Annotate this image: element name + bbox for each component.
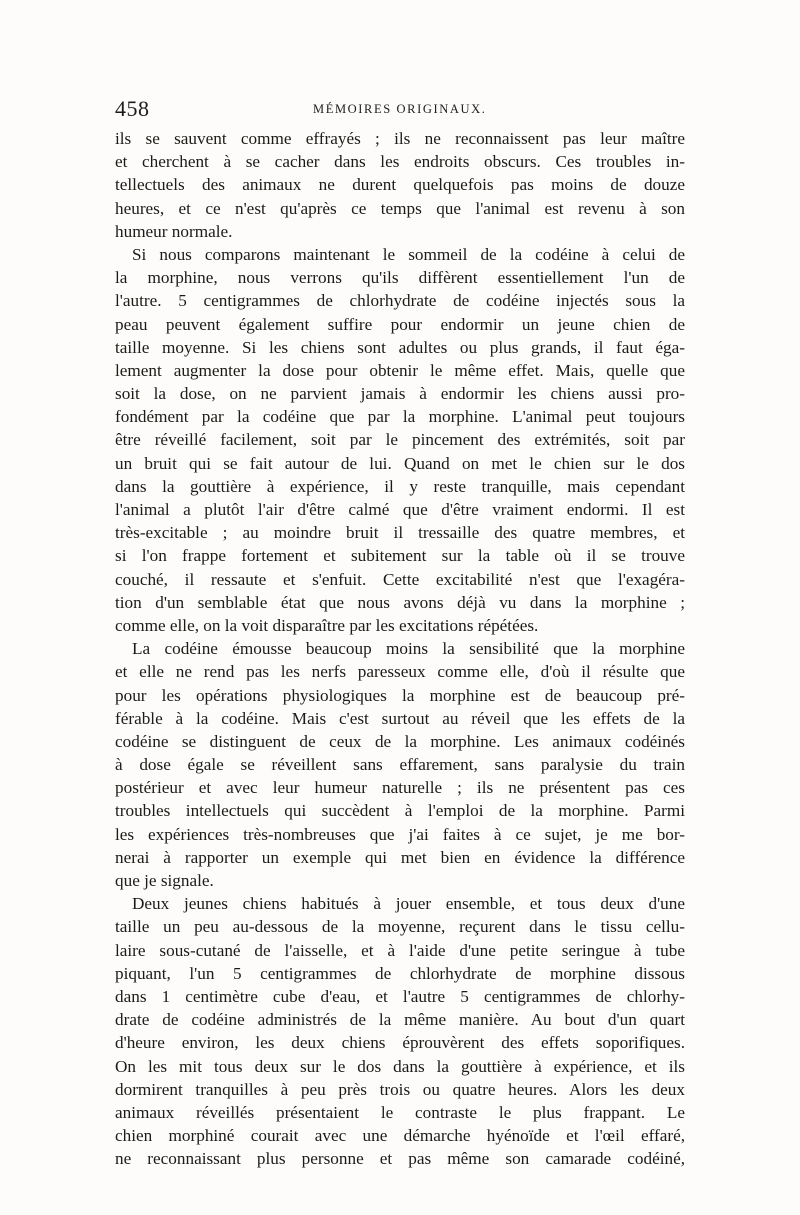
text-line: tion d'un semblable état que nous avons déjà vu dans la morphine ; xyxy=(115,592,685,612)
text-line: Deux jeunes chiens habitués à jouer ensemble, et tous deux d'une xyxy=(132,894,685,914)
text-line: heures, et ce n'est qu'après ce temps que l'animal est revenu à son xyxy=(115,198,685,218)
text-line: chien morphiné courait avec une démarche hyénoïde et l'œil effaré, xyxy=(115,1126,685,1146)
text-line: taille moyenne. Si les chiens sont adultes ou plus grands, il faut éga- xyxy=(115,337,685,357)
text-line: être réveillé facilement, soit par le pincement des extrémités, soit par xyxy=(115,430,685,450)
page-header xyxy=(115,96,685,126)
text-line: l'autre. 5 centigrammes de chlorhydrate de codéine injectés sous la xyxy=(115,291,685,311)
text-line: ils se sauvent comme effrayés ; ils ne reconnaissent pas leur maître xyxy=(115,129,685,148)
text-line: dans la gouttière à expérience, il y reste tranquille, mais cependant xyxy=(115,476,685,496)
text-line: laire sous-cutané de l'aisselle, et à l'aide d'une petite seringue à tube xyxy=(115,940,685,960)
text-line: lement augmenter la dose pour obtenir le même effet. Mais, quelle que xyxy=(115,360,685,380)
text-line: que je signale. xyxy=(115,871,214,890)
text-line: à dose égale se réveillent sans effarement, sans paralysie du train xyxy=(115,755,685,775)
text-line: drate de codéine administrés de la même manière. Au bout d'un quart xyxy=(115,1010,685,1030)
text-line: la morphine, nous verrons qu'ils diffèrent essentiellement l'un de xyxy=(115,268,685,288)
text-line: taille un peu au-dessous de la moyenne, reçurent dans le tissu cellu- xyxy=(115,917,685,937)
text-line: et cherchent à se cacher dans les endroits obscurs. Ces troubles in- xyxy=(115,152,685,172)
text-line: codéine se distinguent de ceux de la morphine. Les animaux codéinés xyxy=(115,731,685,751)
text-line: On les mit tous deux sur le dos dans la gouttière à expérience, et ils xyxy=(115,1056,685,1076)
text-line: peau peuvent également suffire pour endormir un jeune chien de xyxy=(115,314,685,334)
text-line: tellectuels des animaux ne durent quelquefois pas moins de douze xyxy=(115,175,685,195)
text-line: dormirent tranquilles à peu près trois ou quatre heures. Alors les deux xyxy=(115,1079,685,1099)
text-line: postérieur et avec leur humeur naturelle ; ils ne présentent pas ces xyxy=(115,778,685,798)
text-line: les expériences très-nombreuses que j'ai faites à ce sujet, je me bor- xyxy=(115,824,685,844)
text-line: troubles intellectuels qui succèdent à l'emploi de la morphine. Parmi xyxy=(115,801,685,821)
text-line: nerai à rapporter un exemple qui met bien en évidence la différence xyxy=(115,847,685,867)
text-line: fondément par la codéine que par la morphine. L'animal peut toujours xyxy=(115,407,685,427)
body-text xyxy=(115,127,685,1170)
text-line: pour les opérations physiologiques la morphine est de beaucoup pré- xyxy=(115,685,685,705)
text-line: piquant, l'un 5 centigrammes de chlorhydrate de morphine dissous xyxy=(115,963,685,983)
text-line: dans 1 centimètre cube d'eau, et l'autre 5 centigrammes de chlorhy- xyxy=(115,986,685,1006)
text-line: très-excitable ; au moindre bruit il tressaille des quatre membres, et xyxy=(115,523,685,543)
text-line: l'animal a plutôt l'air d'être calmé que d'être vraiment endormi. Il est xyxy=(115,500,685,519)
text-line: animaux réveillés présentaient le contraste le plus frappant. Le xyxy=(115,1102,685,1122)
text-line: si l'on frappe fortement et subitement sur la table où il se trouve xyxy=(115,546,685,566)
text-line: férable à la codéine. Mais c'est surtout au réveil que les effets de la xyxy=(115,708,685,728)
text-line: humeur normale. xyxy=(115,221,233,241)
text-line: d'heure environ, les deux chiens éprouvèrent des effets soporifiques. xyxy=(115,1033,685,1053)
text-line: ne reconnaissant plus personne et pas même son camarade codéiné, xyxy=(115,1149,685,1169)
text-line: un bruit qui se fait autour de lui. Quand on met le chien sur le dos xyxy=(115,453,685,473)
text-line: soit la dose, on ne parvient jamais à endormir les chiens aussi pro- xyxy=(115,384,685,404)
text-line: couché, il ressaute et s'enfuit. Cette excitabilité n'est que l'exagéra- xyxy=(115,569,685,589)
running-head: MÉMOIRES ORIGINAUX. xyxy=(313,102,487,116)
text-line: Si nous comparons maintenant le sommeil de la codéine à celui de xyxy=(132,244,685,264)
text-line: et elle ne rend pas les nerfs paresseux comme elle, d'où il résulte que xyxy=(115,662,685,682)
page-number: 458 xyxy=(115,96,150,121)
text-line: comme elle, on la voit disparaître par les excitations répétées. xyxy=(115,615,539,635)
text-line: La codéine émousse beaucoup moins la sensibilité que la morphine xyxy=(132,639,685,659)
